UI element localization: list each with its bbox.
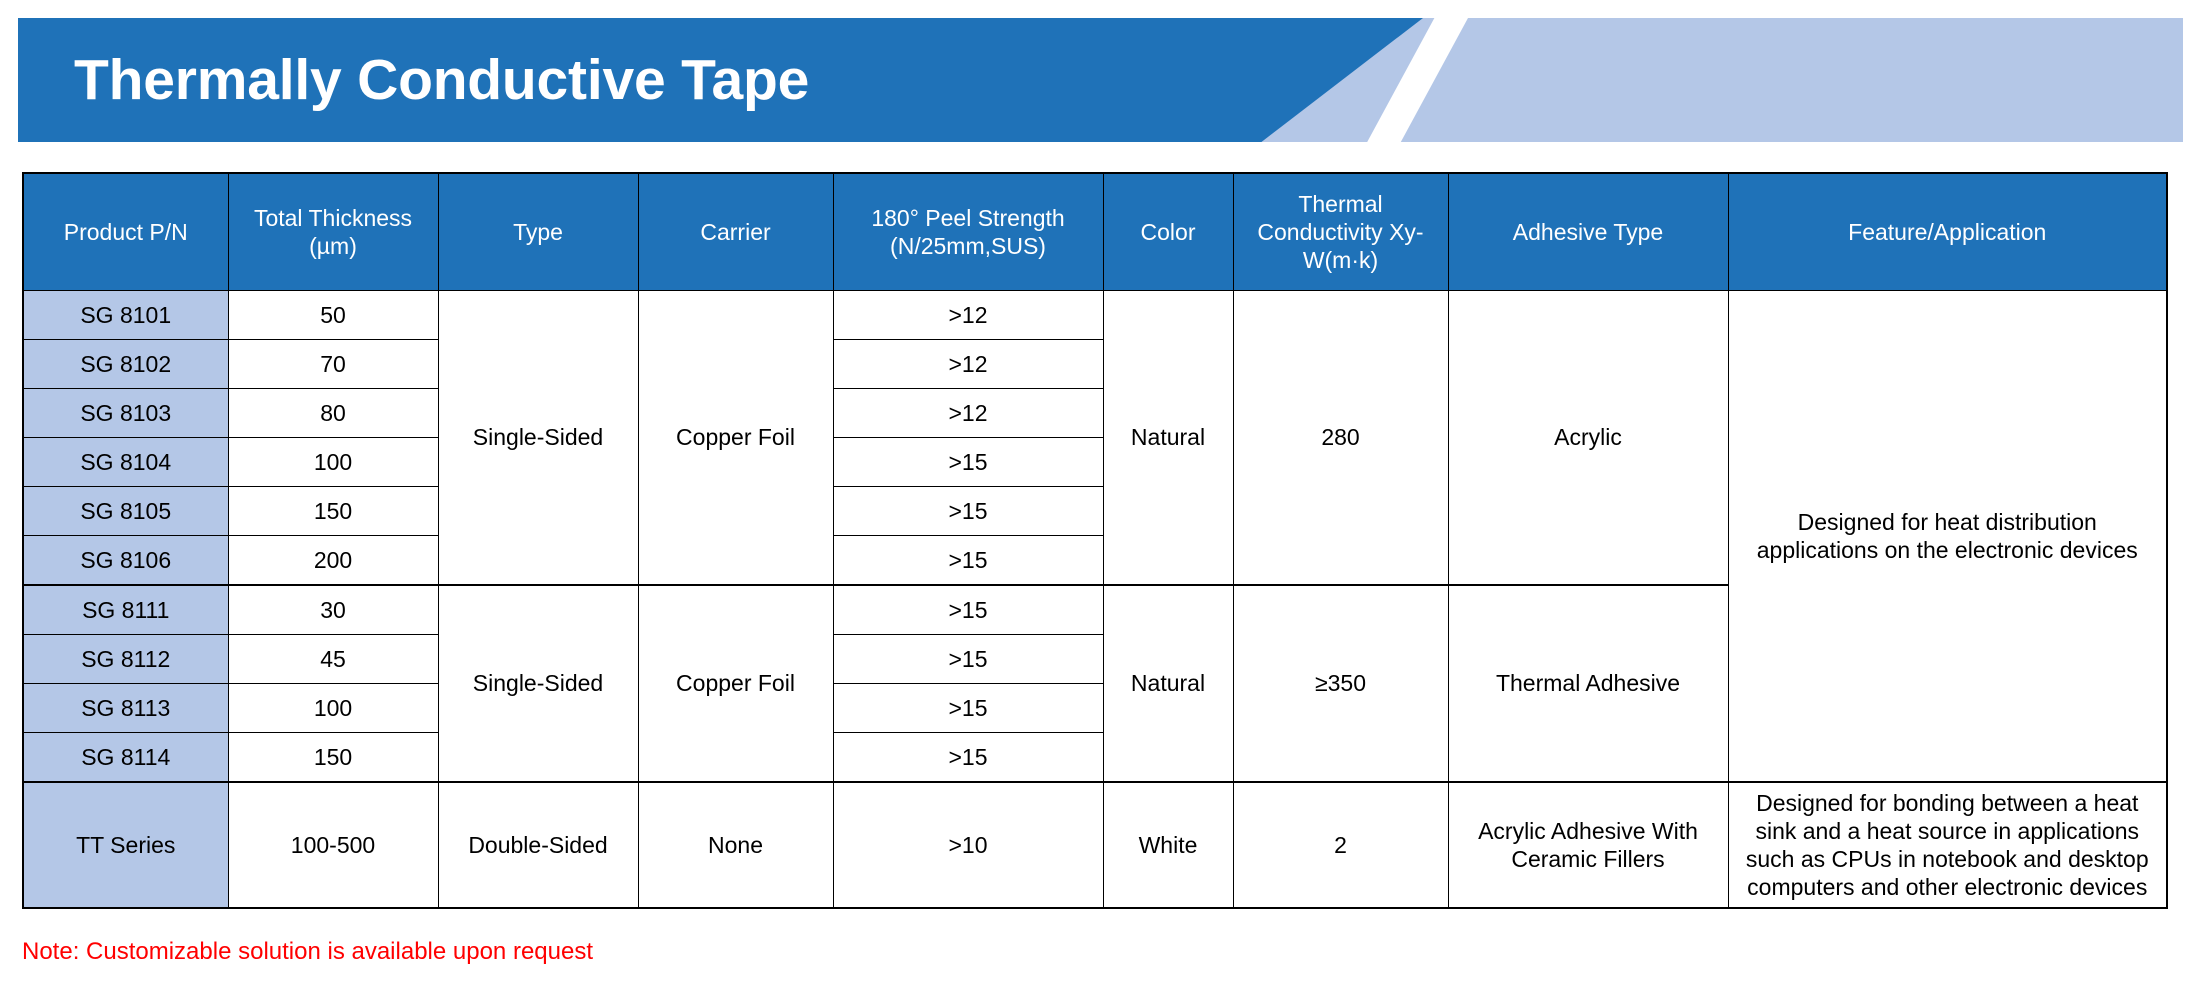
cell-peel-strength: >15 <box>833 487 1103 536</box>
cell-product-pn: SG 8103 <box>23 389 228 438</box>
column-header-thermal-conductivity <box>1233 173 1448 291</box>
cell-product-pn: SG 8111 <box>23 585 228 635</box>
cell-total-thickness: 100-500 <box>228 782 438 908</box>
cell-type: Single-Sided <box>438 291 638 586</box>
cell-color: White <box>1103 782 1233 908</box>
column-header-color: Color <box>1103 173 1233 291</box>
page-header-banner <box>18 18 2183 142</box>
cell-peel-strength: >10 <box>833 782 1103 908</box>
cell-total-thickness: 100 <box>228 438 438 487</box>
column-header-thermal-conductivity-line3: W(m·k) <box>1302 247 1379 274</box>
cell-product-pn: SG 8101 <box>23 291 228 340</box>
spec-table <box>22 172 2168 909</box>
cell-carrier: Copper Foil <box>638 291 833 586</box>
cell-product-pn: SG 8104 <box>23 438 228 487</box>
cell-total-thickness: 150 <box>228 733 438 783</box>
column-header-thermal-conductivity-line2: Conductivity Xy- <box>1257 218 1424 245</box>
cell-thermal-conductivity: 2 <box>1233 782 1448 908</box>
column-header-feature-application: Feature/Application <box>1728 173 2167 291</box>
column-header-thermal-conductivity-line1: Thermal <box>1298 190 1383 217</box>
cell-peel-strength: >15 <box>833 585 1103 635</box>
cell-carrier: None <box>638 782 833 908</box>
cell-peel-strength: >12 <box>833 340 1103 389</box>
cell-total-thickness: 50 <box>228 291 438 340</box>
cell-color: Natural <box>1103 585 1233 782</box>
spec-table-container <box>22 172 2166 909</box>
column-header-peel-strength-line2: (N/25mm,SUS) <box>890 233 1046 259</box>
cell-adhesive-type: Acrylic Adhesive With Ceramic Fillers <box>1448 782 1728 908</box>
cell-peel-strength: >15 <box>833 733 1103 783</box>
column-header-peel-strength-line1: 180° Peel Strength <box>871 204 1065 231</box>
cell-feature-application: Designed for heat distribution applications on the electronic devices <box>1728 291 2167 783</box>
cell-total-thickness: 150 <box>228 487 438 536</box>
cell-color: Natural <box>1103 291 1233 586</box>
column-header-type: Type <box>438 173 638 291</box>
cell-carrier: Copper Foil <box>638 585 833 782</box>
cell-product-pn: SG 8106 <box>23 536 228 586</box>
cell-product-pn: SG 8114 <box>23 733 228 783</box>
column-header-total-thickness <box>228 173 438 291</box>
cell-peel-strength: >15 <box>833 635 1103 684</box>
cell-peel-strength: >15 <box>833 438 1103 487</box>
cell-product-pn: SG 8113 <box>23 684 228 733</box>
cell-product-pn: SG 8105 <box>23 487 228 536</box>
column-header-total-thickness-line1: Total Thickness <box>253 204 413 231</box>
table-header-row <box>23 173 2167 291</box>
cell-peel-strength: >15 <box>833 684 1103 733</box>
table-row <box>23 291 2167 340</box>
cell-peel-strength: >12 <box>833 389 1103 438</box>
cell-thermal-conductivity: 280 <box>1233 291 1448 586</box>
footnote: Note: Customizable solution is available upon request <box>22 938 593 965</box>
cell-type: Double-Sided <box>438 782 638 908</box>
cell-thermal-conductivity: ≥350 <box>1233 585 1448 782</box>
cell-product-pn: TT Series <box>23 782 228 908</box>
cell-peel-strength: >12 <box>833 291 1103 340</box>
cell-type: Single-Sided <box>438 585 638 782</box>
cell-total-thickness: 30 <box>228 585 438 635</box>
cell-product-pn: SG 8102 <box>23 340 228 389</box>
cell-total-thickness: 80 <box>228 389 438 438</box>
column-header-adhesive-type: Adhesive Type <box>1448 173 1728 291</box>
cell-adhesive-type: Acrylic <box>1448 291 1728 586</box>
cell-adhesive-type: Thermal Adhesive <box>1448 585 1728 782</box>
cell-total-thickness: 200 <box>228 536 438 586</box>
cell-feature-application: Designed for bonding between a heat sink and a heat source in applications such as CPUs in notebook and desktop computers and other electronic devices <box>1728 782 2167 908</box>
column-header-product-pn: Product P/N <box>23 173 228 291</box>
cell-total-thickness: 100 <box>228 684 438 733</box>
cell-total-thickness: 70 <box>228 340 438 389</box>
column-header-peel-strength <box>833 173 1103 291</box>
page-title: Thermally Conductive Tape <box>74 48 810 112</box>
cell-product-pn: SG 8112 <box>23 635 228 684</box>
column-header-total-thickness-line2: (µm) <box>309 233 357 259</box>
table-row <box>23 782 2167 908</box>
cell-total-thickness: 45 <box>228 635 438 684</box>
column-header-carrier: Carrier <box>638 173 833 291</box>
cell-peel-strength: >15 <box>833 536 1103 586</box>
